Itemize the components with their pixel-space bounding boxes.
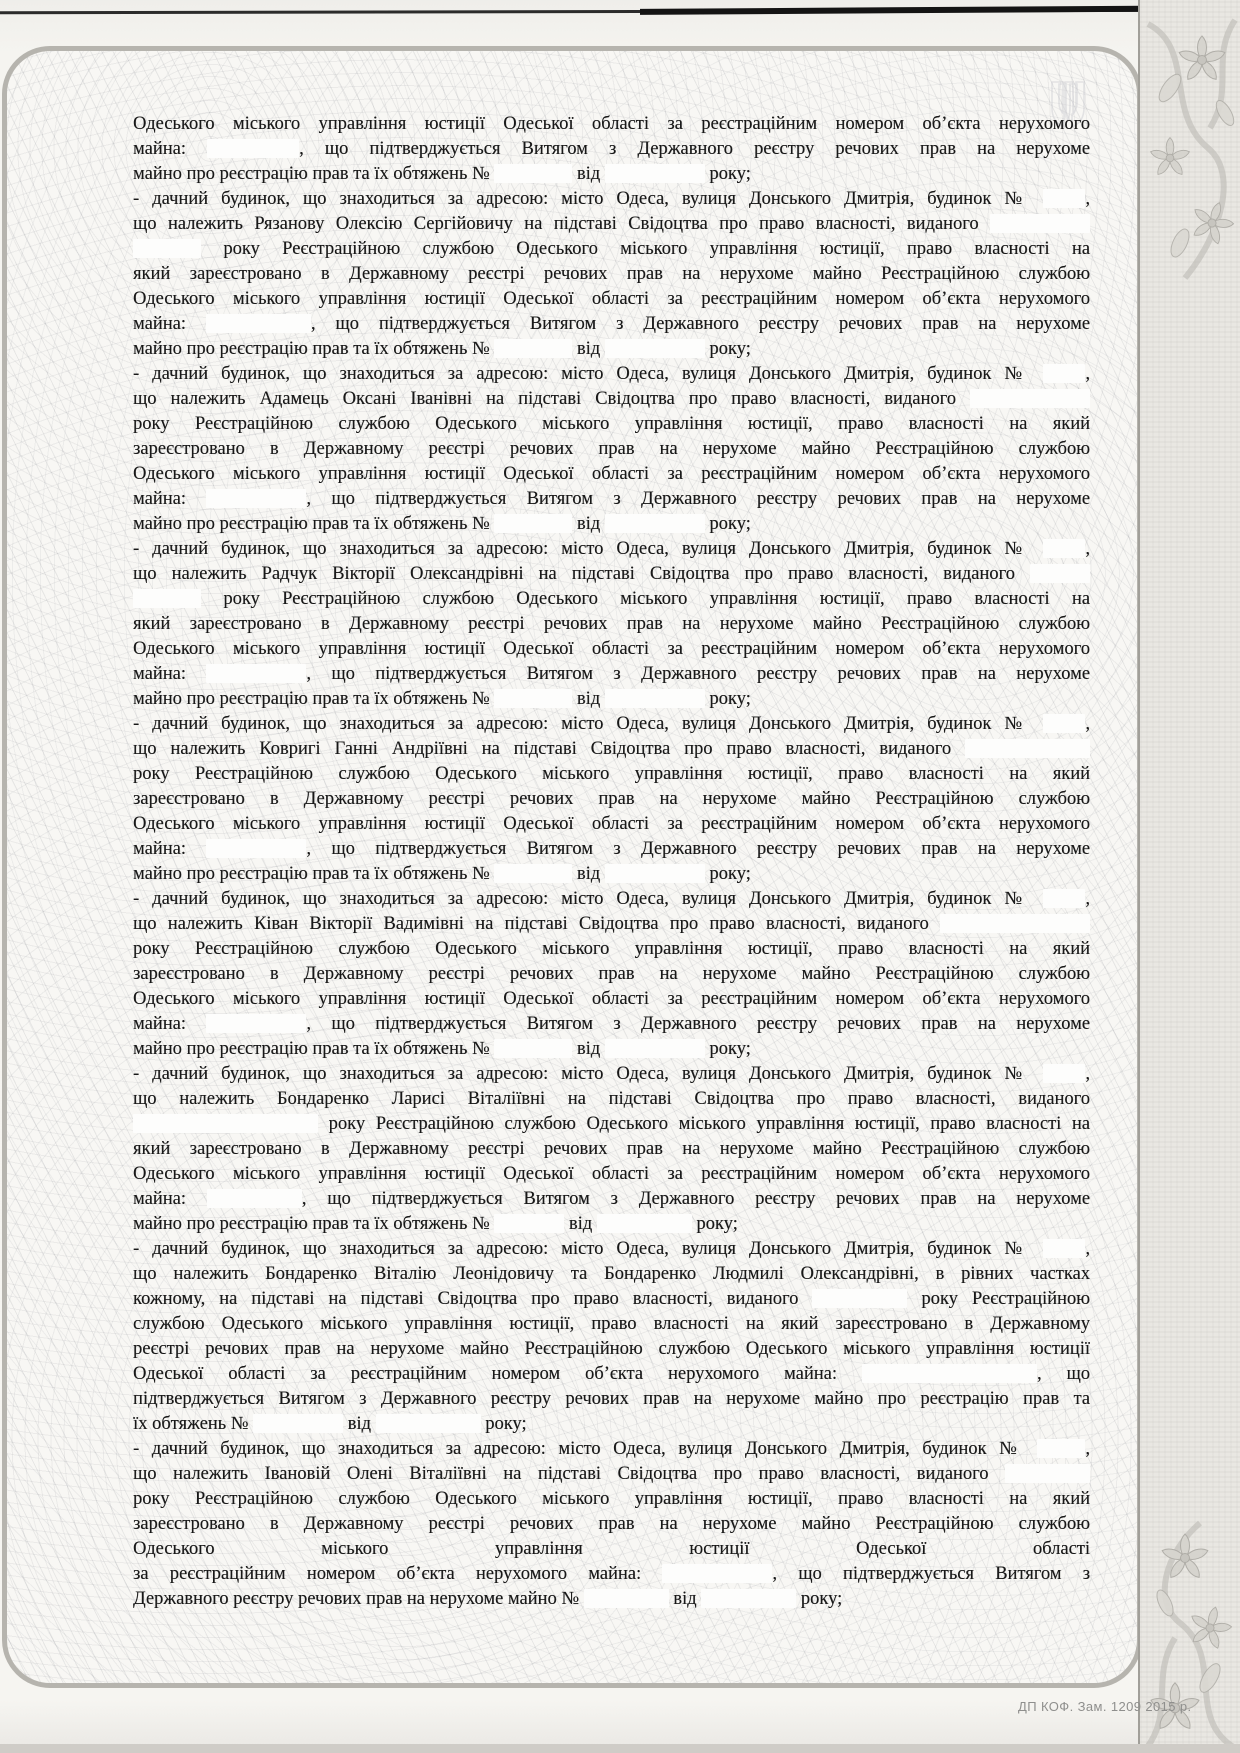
redaction-box — [1043, 714, 1085, 733]
redaction-box — [1043, 364, 1085, 383]
text-line: - дачний будинок, що знаходиться за адресою: місто Одеса, вулиця Донського Дмитрія, будинок № , — [133, 889, 1090, 909]
text-line: Одеського міського управління юстиції Одеської області за реєстраційним номером об’єкта нерухомого — [133, 1164, 1090, 1184]
text-line: Одеського міського управління юстиції Одеської області за реєстраційним номером об’єкта нерухомого — [133, 114, 1090, 134]
redaction-box — [207, 139, 299, 158]
redaction-box — [862, 1364, 1037, 1383]
redaction-box — [605, 1039, 705, 1058]
text-line: Одеського міського управління юстиції Одеської області за реєстраційним номером об’єкта нерухомого — [133, 814, 1090, 834]
text-line: - дачний будинок, що знаходиться за адресою: місто Одеса, вулиця Донського Дмитрія, будинок № , — [133, 189, 1090, 209]
text-line: року Реєстраційною службою Одеського міського управління юстиції, право власності на — [133, 1112, 1090, 1137]
redaction-box — [1030, 564, 1090, 583]
text-line: що належить Бондаренко Віталію Леонідовичу та Бондаренко Людмилі Олександрівні, в рівних частках — [133, 1264, 1090, 1284]
text-line: майна: , що підтверджується Витягом з Державного реєстру речових прав на нерухоме — [133, 139, 1090, 159]
text-line: який зареєстровано в Державному реєстрі речових прав на нерухоме майно Реєстраційною службою — [133, 614, 1090, 634]
redaction-box — [376, 1414, 481, 1433]
redaction-box — [206, 314, 311, 333]
text-line: зареєстровано в Державному реєстрі речових прав на нерухоме майно Реєстраційною службою — [133, 789, 1090, 809]
text-line: Одеського міського управління юстиції Одеської області за реєстраційним номером об’єкта нерухомого — [133, 464, 1090, 484]
document-text — [133, 112, 1090, 1612]
text-line: майно про реєстрацію прав та їх обтяжень № від року; — [133, 339, 751, 359]
text-line: майно про реєстрацію прав та їх обтяжень № від року; — [133, 1214, 738, 1234]
text-line: майна: , що підтверджується Витягом з Державного реєстру речових прав на нерухоме — [133, 839, 1090, 859]
text-line: Державного реєстру речових прав на нерухоме майно № від року; — [133, 1589, 843, 1609]
text-line: майна: , що підтверджується Витягом з Державного реєстру речових прав на нерухоме — [133, 1189, 1090, 1209]
redaction-box — [965, 739, 1090, 758]
text-line: року Реєстраційною службою Одеського міського управління юстиції, право власності на який — [133, 414, 1090, 434]
text-line: що належить Івановій Олені Віталіївні на підставі Свідоцтва про право власності, виданого — [133, 1462, 1090, 1487]
text-line: зареєстровано в Державному реєстрі речових прав на нерухоме майно Реєстраційною службою — [133, 439, 1090, 459]
text-line: майна: , що підтверджується Витягом з Державного реєстру речових прав на нерухоме — [133, 489, 1090, 509]
text-line: майна: , що підтверджується Витягом з Державного реєстру речових прав на нерухоме — [133, 664, 1090, 684]
text-line: кожному, на підставі на підставі Свідоцтва про право власності, виданого року Реєстраційною — [133, 1289, 1090, 1309]
redaction-box — [1005, 1464, 1090, 1483]
redaction-box — [206, 664, 306, 683]
text-line: - дачний будинок, що знаходиться за адресою: місто Одеса, вулиця Донського Дмитрія, будинок № , — [133, 539, 1090, 559]
redaction-box — [605, 689, 705, 708]
redaction-box — [597, 1214, 692, 1233]
redaction-box — [133, 1114, 318, 1133]
text-line: що належить Ковригі Ганні Андріївні на підставі Свідоцтва про право власності, виданого — [133, 737, 1090, 762]
redaction-box — [1037, 1439, 1085, 1458]
text-line: року Реєстраційною службою Одеського міського управління юстиції, право власності на який — [133, 764, 1090, 784]
text-line: майно про реєстрацію прав та їх обтяжень № від року; — [133, 1039, 751, 1059]
text-line: Одеського міського управління юстиції Одеської області за реєстраційним номером об’єкта нерухомого — [133, 639, 1090, 659]
text-line: - дачний будинок, що знаходиться за адресою: місто Одеса, вулиця Донського Дмитрія, будинок № , — [133, 1239, 1090, 1259]
redaction-box — [207, 1189, 302, 1208]
redaction-box — [605, 339, 705, 358]
text-line: службою Одеського міського управління юстиції, право власності на який зареєстровано в Державному — [133, 1314, 1090, 1334]
text-line: їх обтяжень № від року; — [133, 1414, 527, 1434]
imprint-label: ДП КОФ. Зам. 1209 2015 р. — [1018, 1699, 1192, 1714]
text-line: Одеського міського управління юстиції Одеської області — [133, 1539, 1090, 1559]
text-line: - дачний будинок, що знаходиться за адресою: місто Одеса, вулиця Донського Дмитрія, будинок № , — [133, 1439, 1090, 1459]
text-line: майно про реєстрацію прав та їх обтяжень № від року; — [133, 864, 751, 884]
text-line: - дачний будинок, що знаходиться за адресою: місто Одеса, вулиця Донського Дмитрія, будинок № , — [133, 714, 1090, 734]
text-line: майна: , що підтверджується Витягом з Державного реєстру речових прав на нерухоме — [133, 1014, 1090, 1034]
redaction-box — [494, 339, 572, 358]
redaction-box — [605, 164, 705, 183]
redaction-box — [1043, 189, 1085, 208]
text-line: - дачний будинок, що знаходиться за адресою: місто Одеса, вулиця Донського Дмитрія, будинок № , — [133, 364, 1090, 384]
redaction-box — [494, 514, 572, 533]
redaction-box — [494, 864, 572, 883]
redaction-box — [133, 589, 201, 608]
redaction-box — [206, 489, 306, 508]
redaction-box — [662, 1564, 772, 1583]
text-line: року Реєстраційною службою Одеського міського управління юстиції, право власності на який — [133, 939, 1090, 959]
text-line: за реєстраційним номером об’єкта нерухомого майна: , що підтверджується Витягом з — [133, 1564, 1090, 1584]
scan-artifact-bottom-strip — [0, 1744, 1240, 1753]
redaction-box — [1043, 539, 1085, 558]
redaction-box — [206, 839, 306, 858]
redaction-box — [494, 164, 572, 183]
redaction-box — [206, 1014, 306, 1033]
redaction-box — [584, 1589, 669, 1608]
text-line: який зареєстровано в Державному реєстрі речових прав на нерухоме майно Реєстраційною службою — [133, 1139, 1090, 1159]
redaction-box — [812, 1289, 907, 1308]
text-line: що належить Радчук Вікторії Олександрівні на підставі Свідоцтва про право власності, виданого — [133, 562, 1090, 587]
redaction-box — [940, 914, 1090, 933]
redaction-box — [605, 864, 705, 883]
text-line: підтверджується Витягом з Державного реєстру речових прав на нерухоме майно про реєстрацію прав та — [133, 1389, 1090, 1409]
text-line: зареєстровано в Державному реєстрі речових прав на нерухоме майно Реєстраційною службою — [133, 964, 1090, 984]
floral-ornament-top — [1140, 18, 1240, 318]
text-line: що належить Ківан Вікторії Вадимівні на підставі Свідоцтва про право власності, виданого — [133, 912, 1090, 937]
redaction-box — [970, 389, 1090, 408]
text-line: Одеського міського управління юстиції Одеської області за реєстраційним номером об’єкта нерухомого — [133, 289, 1090, 309]
text-line: року Реєстраційною службою Одеського міського управління юстиції, право власності на — [133, 237, 1090, 262]
text-line: який зареєстровано в Державному реєстрі речових прав на нерухоме майно Реєстраційною службою — [133, 264, 1090, 284]
redaction-box — [1043, 1064, 1085, 1083]
redaction-box — [1043, 1239, 1085, 1258]
text-line: що належить Рязанову Олексію Сергійовичу на підставі Свідоцтва про право власності, виданого — [133, 212, 1090, 237]
text-line: майно про реєстрацію прав та їх обтяжень № від року; — [133, 514, 751, 534]
redaction-box — [605, 514, 705, 533]
redaction-box — [253, 1414, 343, 1433]
redaction-box — [494, 1214, 564, 1233]
text-line: Одеського міського управління юстиції Одеської області за реєстраційним номером об’єкта нерухомого — [133, 989, 1090, 1009]
text-line: року Реєстраційною службою Одеського міського управління юстиції, право власності на який — [133, 1489, 1090, 1509]
page-edge-band — [1138, 0, 1240, 1753]
redaction-box — [701, 1589, 796, 1608]
text-line: майно про реєстрацію прав та їх обтяжень № від року; — [133, 164, 751, 184]
text-line: реєстрі речових прав на нерухоме майно Реєстраційною службою Одеського міського управління юстиції — [133, 1339, 1090, 1359]
redaction-box — [990, 214, 1090, 233]
text-line: майна: , що підтверджується Витягом з Державного реєстру речових прав на нерухоме — [133, 314, 1090, 334]
text-line: що належить Адамець Оксані Іванівні на підставі Свідоцтва про право власності, виданого — [133, 387, 1090, 412]
redaction-box — [494, 689, 572, 708]
text-line: - дачний будинок, що знаходиться за адресою: місто Одеса, вулиця Донського Дмитрія, будинок № , — [133, 1064, 1090, 1084]
text-line: року Реєстраційною службою Одеського міського управління юстиції, право власності на — [133, 587, 1090, 612]
redaction-box — [133, 239, 201, 258]
redaction-box — [1043, 889, 1085, 908]
floral-ornament-bottom — [1140, 1518, 1240, 1753]
redaction-box — [494, 1039, 572, 1058]
text-line: що належить Бондаренко Ларисі Віталіївні на підставі Свідоцтва про право власності, виданого — [133, 1089, 1090, 1109]
text-line: Одеської області за реєстраційним номером об’єкта нерухомого майна: , що — [133, 1364, 1090, 1384]
text-line: майно про реєстрацію прав та їх обтяжень № від року; — [133, 689, 751, 709]
text-line: зареєстровано в Державному реєстрі речових прав на нерухоме майно Реєстраційною службою — [133, 1514, 1090, 1534]
